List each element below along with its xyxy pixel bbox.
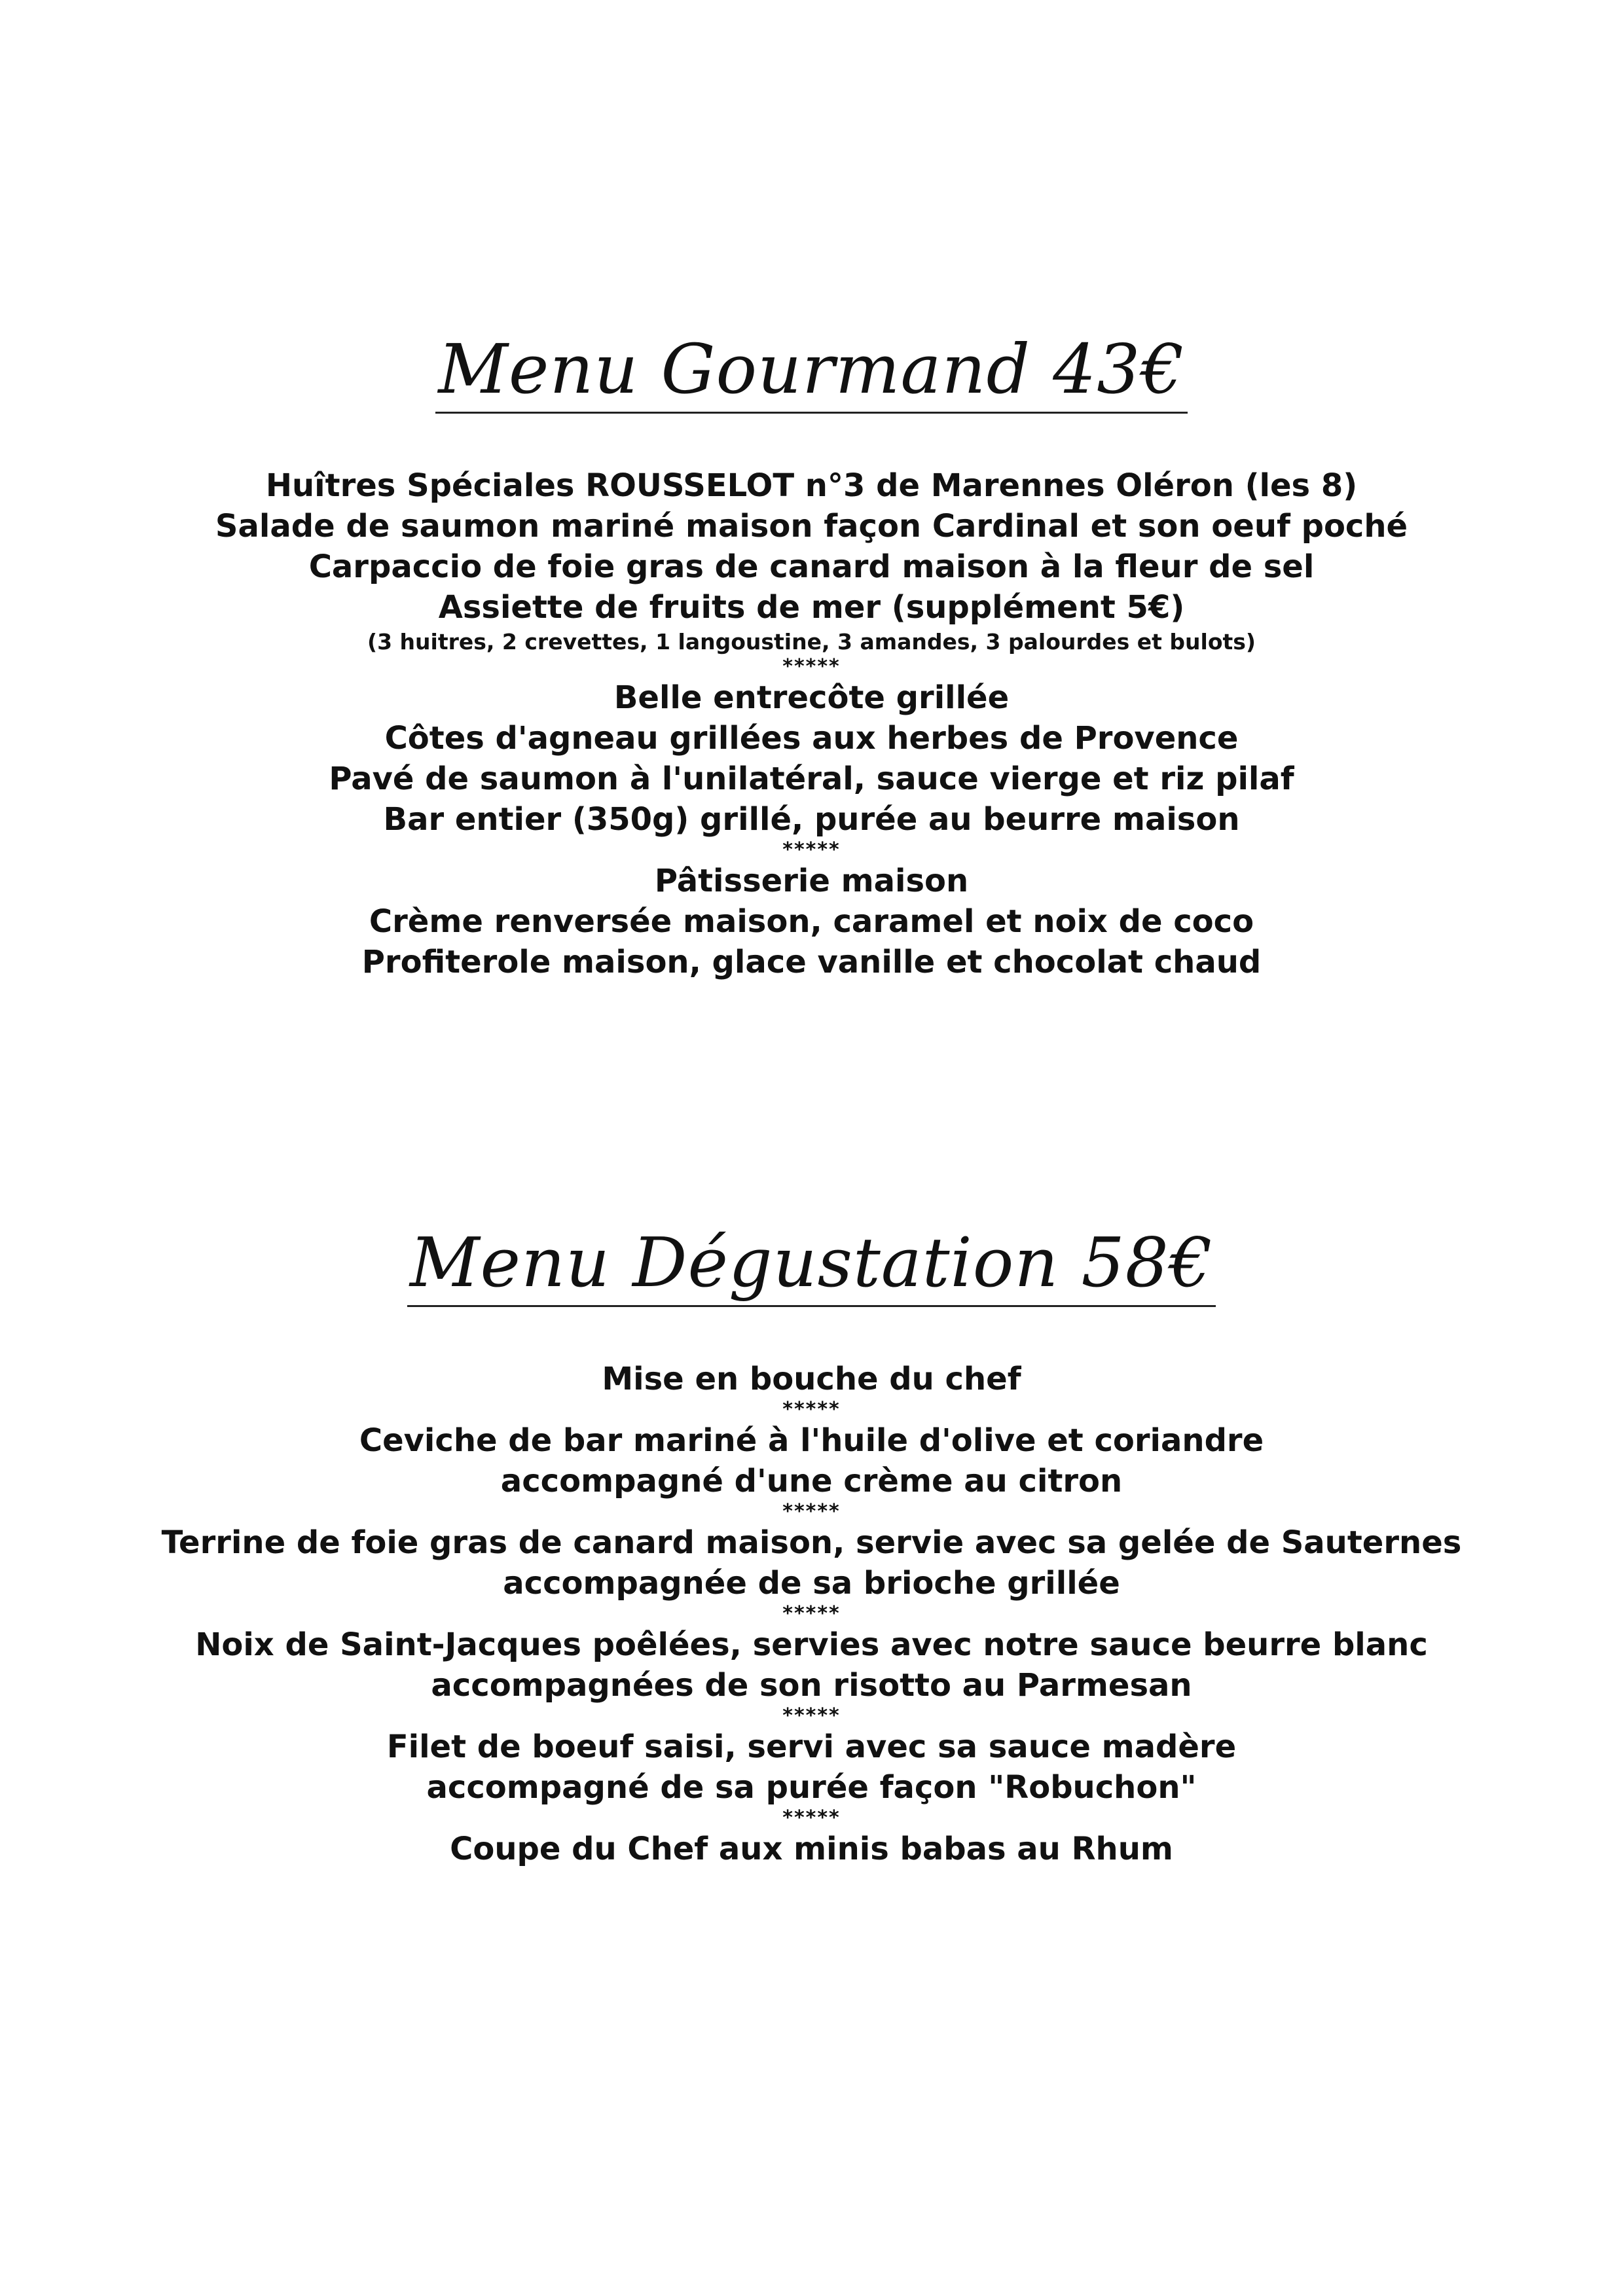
course-item-accompaniment: accompagnées de son risotto au Parmesan xyxy=(431,1667,1192,1704)
starter-item: Assiette de fruits de mer (supplément 5€) xyxy=(438,589,1185,626)
dessert-item: Profiterole maison, glace vanille et chocolat chaud xyxy=(361,944,1262,980)
course-item: Coupe du Chef aux minis babas au Rhum xyxy=(450,1831,1173,1867)
menu-gourmand-title-wrap xyxy=(0,331,1623,430)
course-item: Mise en bouche du chef xyxy=(602,1361,1021,1397)
starter-item: Salade de saumon mariné maison façon Cardinal et son oeuf poché xyxy=(215,508,1408,545)
menu-degustation-title: Menu Dégustation 58€ xyxy=(407,1224,1216,1307)
course-separator: ***** xyxy=(782,1500,841,1523)
menu-degustation-title-wrap xyxy=(0,1224,1623,1323)
seafood-platter-note: (3 huitres, 2 crevettes, 1 langoustine, 3 amandes, 3 palourdes et bulots) xyxy=(367,629,1256,655)
course-item-accompaniment: accompagnée de sa brioche grillée xyxy=(503,1565,1120,1602)
course-item-accompaniment: accompagné d'une crème au citron xyxy=(500,1463,1123,1499)
main-item: Belle entrecôte grillée xyxy=(613,679,1010,716)
course-separator: ***** xyxy=(782,1398,841,1421)
main-item: Bar entier (350g) grillé, purée au beurre maison xyxy=(383,801,1240,838)
course-separator: ***** xyxy=(782,1704,841,1727)
course-item: Noix de Saint-Jacques poêlées, servies avec notre sauce beurre blanc xyxy=(195,1626,1428,1663)
menu-degustation-section xyxy=(0,1224,1623,1869)
course-separator: ***** xyxy=(782,655,841,678)
dessert-item: Pâtisserie maison xyxy=(654,863,969,899)
menu-gourmand-section xyxy=(0,331,1623,982)
starter-item: Carpaccio de foie gras de canard maison à la fleur de sel xyxy=(308,548,1315,585)
dessert-item: Crème renversée maison, caramel et noix de coco xyxy=(369,903,1254,940)
course-item: Ceviche de bar mariné à l'huile d'olive et coriandre xyxy=(359,1422,1264,1459)
main-item: Pavé de saumon à l'unilatéral, sauce vierge et riz pilaf xyxy=(329,761,1294,797)
course-item: Filet de boeuf saisi, servi avec sa sauce madère xyxy=(386,1729,1237,1765)
starter-item: Huîtres Spéciales ROUSSELOT n°3 de Marennes Oléron (les 8) xyxy=(265,467,1358,504)
main-item: Côtes d'agneau grillées aux herbes de Provence xyxy=(384,720,1239,757)
course-item-accompaniment: accompagné de sa purée façon "Robuchon" xyxy=(426,1769,1197,1806)
menu-gourmand-title: Menu Gourmand 43€ xyxy=(435,331,1187,414)
course-item: Terrine de foie gras de canard maison, servie avec sa gelée de Sauternes xyxy=(161,1524,1462,1561)
course-separator: ***** xyxy=(782,1806,841,1829)
course-separator: ***** xyxy=(782,1602,841,1625)
course-separator: ***** xyxy=(782,838,841,861)
